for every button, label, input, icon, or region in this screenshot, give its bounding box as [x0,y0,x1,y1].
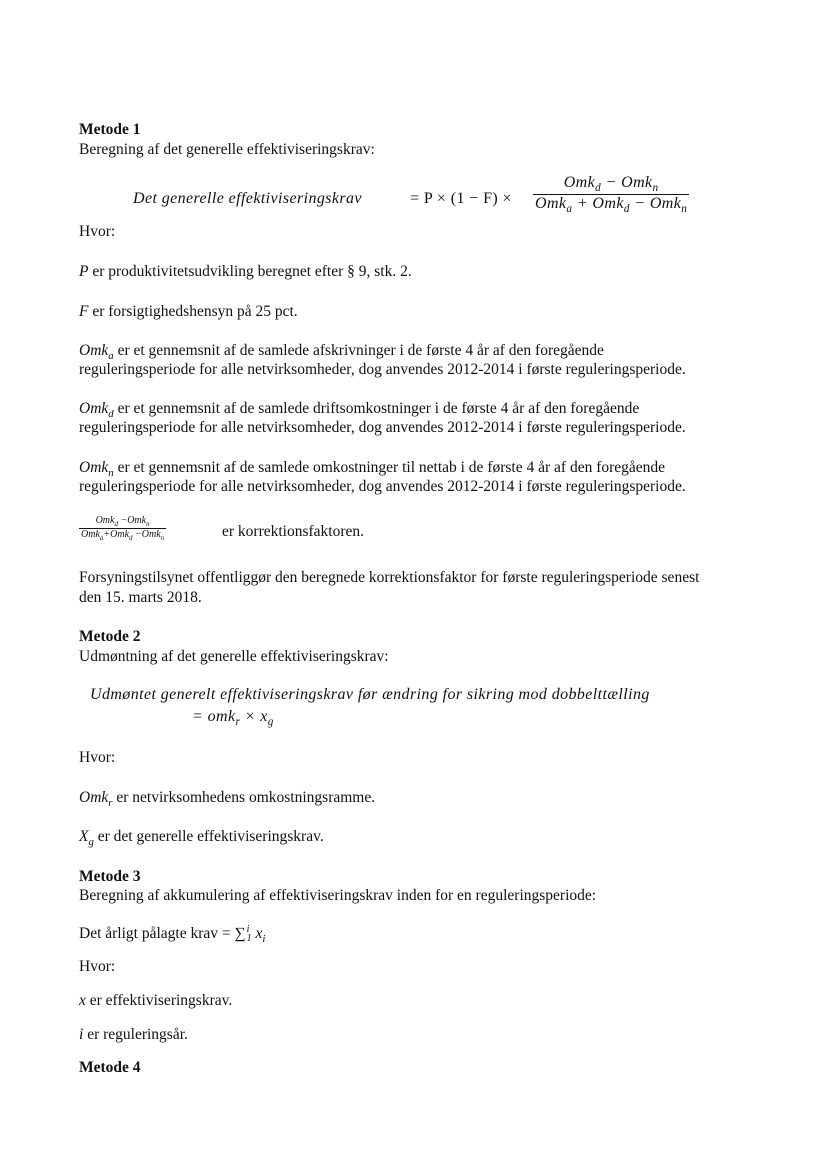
formula-udmoentet-line2: = $omk_r \times x_g$ [192,708,274,729]
formula-fraction [533,174,689,215]
def-p [79,262,412,282]
formula-udmoentet-line1: Udmøntet generelt effektiviseringskrav før ændring for sikring mod dobbelttælling [90,686,650,703]
sum-term: x [255,925,263,942]
omkd-text1: er et gennemsnit af de samlede driftsomkostninger i de første 4 år af den foregående [113,400,640,417]
omkr-text: er netvirksomhedens omkostningsramme. [112,789,376,806]
formula-lhs: Det generelle effektiviseringskrav [133,190,362,207]
sum-term-subscript: i [262,933,266,946]
publish-line1: Forsyningstilsynet offentliggør den beregnede korrektionsfaktor for første reguleringsperiode senest [79,569,700,586]
xg-symbol: X [79,828,89,845]
metode2-hvor: Hvor: [79,749,116,766]
f-symbol: F [79,303,89,320]
kf-text: er korrektionsfaktoren. [222,523,365,540]
def-i [79,1025,188,1045]
formula-numerator: Omk$_d$ − Omk$_n$ [563,174,659,195]
aarligt-text: Det årligt pålagte krav = [79,925,235,942]
xg-text: er det generelle effektiviseringskrav. [93,828,324,845]
formula-aarligt-krav [79,924,265,949]
def-omka-line2: reguleringsperiode for alle netvirksomheder, dog anvendes 2012-2014 i første reguleringsperiode. [79,361,686,378]
sum-upper: i [246,924,250,936]
metode1-heading: Metode 1 [79,121,141,138]
formula-mid: = P × (1 − F) × [410,190,512,207]
metode4-heading: Metode 4 [79,1059,141,1076]
metode3-intro: Beregning af akkumulering af effektiviseringskrav inden for en reguleringsperiode: [79,887,597,904]
metode3-hvor: Hvor: [79,958,116,975]
omka-subscript: a [108,350,114,363]
x-symbol: x [79,992,86,1009]
metode2-heading: Metode 2 [79,628,141,645]
metode2-intro: Udmøntning af det generelle effektiviseringskrav: [79,648,389,665]
kf-numerator: Omk$_d$ −Omk$_n$ [95,515,150,528]
def-xg [79,827,324,852]
korrektionsfaktor-fraction [79,515,166,542]
def-omkd-line2: reguleringsperiode for alle netvirksomheder, dog anvendes 2012-2014 i første reguleringsperiode. [79,419,686,436]
f-text: er forsigtighedshensyn på 25 pct. [88,303,298,320]
metode3-heading: Metode 3 [79,868,141,885]
omkr-subscript: r [108,797,113,810]
omkn-text1: er et gennemsnit af de samlede omkostninger til nettab i de første 4 år af den foregående [113,459,666,476]
def-omkn-line2: reguleringsperiode for alle netvirksomheder, dog anvendes 2012-2014 i første reguleringsperiode. [79,478,686,495]
omkd-symbol: Omk [79,400,109,417]
omkn-symbol: Omk [79,459,109,476]
sum-limits [247,925,252,943]
kf-denominator: Omk$_a$+Omk$_d$ −Omk$_n$ [81,529,165,542]
omka-symbol: Omk [79,342,109,359]
metode1-hvor: Hvor: [79,223,116,240]
omkn-subscript: n [108,467,114,480]
omka-text1: er et gennemsnit af de samlede afskrivninger i de første 4 år af den foregående [113,342,604,359]
omkr-symbol: Omk [79,789,109,806]
def-f [79,302,298,322]
publish-line2: den 15. marts 2018. [79,589,202,606]
def-x [79,991,232,1011]
i-symbol: i [79,1026,84,1043]
i-text: er reguleringsår. [83,1026,188,1043]
xg-subscript: g [88,836,94,849]
p-symbol: P [79,263,89,280]
p-text: er produktivitetsudvikling beregnet efter § 9, stk. 2. [88,263,412,280]
x-text: er effektiviseringskrav. [85,992,233,1009]
sum-lower: 1 [246,933,252,945]
sum-icon: ∑ [234,925,246,942]
metode1-intro: Beregning af det generelle effektiviseringskrav: [79,141,375,158]
formula-denominator: Omk$_a$ + Omk$_d$ − Omk$_n$ [535,195,688,216]
def-omkr [79,788,375,813]
omkd-subscript: d [108,408,114,421]
